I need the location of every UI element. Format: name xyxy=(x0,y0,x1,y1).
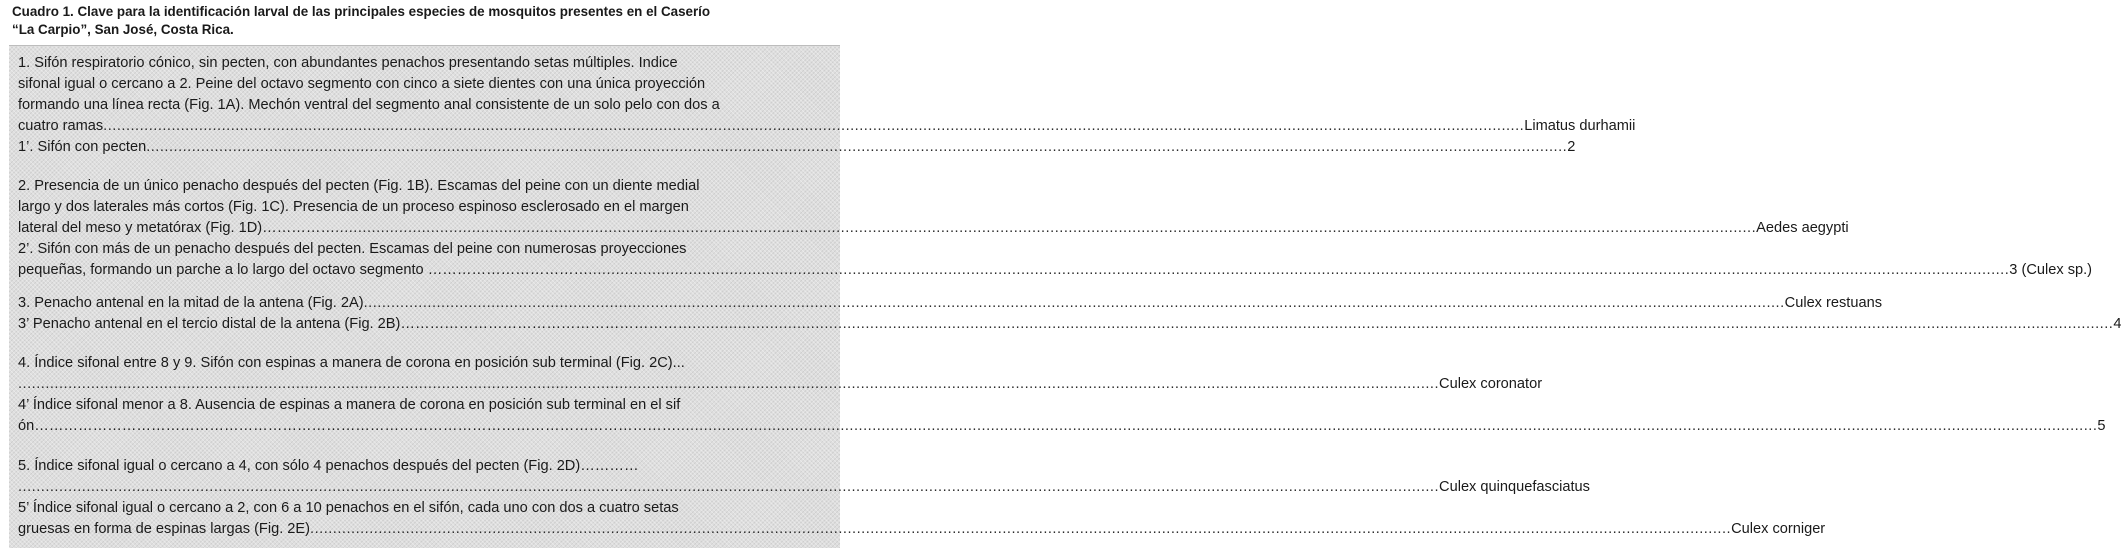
dot-leader xyxy=(692,314,2113,335)
key-line-result: Aedes aegypti xyxy=(1756,220,1849,236)
dot-leader xyxy=(676,416,2097,437)
key-line-text: ón…………………………………………………………………………………………………………………… xyxy=(18,418,677,434)
key-line-text: sifonal igual o cercano a 2. Peine del octavo segmento con cinco a siete dientes con una única proyección xyxy=(18,76,706,92)
dot-leader xyxy=(310,519,1731,540)
key-line-text: pequeñas, formando un parche a lo largo del octavo segmento …………………………… xyxy=(18,262,589,278)
couplet-3 xyxy=(18,293,2121,335)
key-line xyxy=(18,218,1849,239)
dot-leader xyxy=(146,137,1567,158)
key-line xyxy=(18,74,834,95)
couplet-1 xyxy=(18,53,1636,158)
key-line xyxy=(18,456,834,477)
key-line xyxy=(18,498,834,519)
key-line-text: 2’. Sifón con más de un penacho después del pecten. Escamas del peine con numerosas proyecciones xyxy=(18,241,687,257)
dot-leader xyxy=(335,218,1756,239)
key-line-result: Culex corniger xyxy=(1731,521,1826,537)
caption-line-1: Cuadro 1. Clave para la identificación larval de las principales especies de mosquitos presentes en el Caserío xyxy=(12,4,711,19)
key-line xyxy=(18,197,834,218)
key-line-result: Culex coronator xyxy=(1439,376,1543,392)
key-line-text: 1. Sifón respiratorio cónico, sin pecten, con abundantes penachos presentando setas múltiples. Indice xyxy=(18,55,678,71)
key-line-text: 3. Penacho antenal en la mitad de la antena (Fig. 2A) xyxy=(18,295,364,311)
dot-leader xyxy=(18,374,1439,395)
couplet-4 xyxy=(18,353,2106,437)
key-line xyxy=(18,137,1576,158)
dot-leader xyxy=(588,260,2009,281)
couplet-5 xyxy=(18,456,1826,540)
key-line-text: gruesas en forma de espinas largas (Fig. 2E) xyxy=(18,521,311,537)
key-line-text: 5’ Índice sifonal igual o cercano a 2, con 6 a 10 penachos en el sifón, cada uno con dos a cuatro setas xyxy=(18,500,679,516)
key-line-text: 5. Índice sifonal igual o cercano a 4, con sólo 4 penachos después del pecten (Fig. 2D)………… xyxy=(18,458,639,474)
key-line xyxy=(18,95,834,116)
key-line xyxy=(18,519,1826,540)
couplet-2 xyxy=(18,176,2093,281)
key-line-text: cuatro ramas xyxy=(18,118,104,134)
key-line xyxy=(18,395,834,416)
key-line-result: Culex quinquefasciatus xyxy=(1439,479,1590,495)
caption-line-2: “La Carpio”, San José, Costa Rica. xyxy=(12,22,234,37)
dot-leader xyxy=(364,293,1785,314)
identification-key-box xyxy=(9,45,2121,548)
key-line-text: 3’ Penacho antenal en el tercio distal de la antena (Fig. 2B)…………………………………………………… xyxy=(18,316,693,332)
key-line-result: 3 (Culex sp.) xyxy=(2009,262,2093,278)
key-line-text: formando una línea recta (Fig. 1A). Mechón ventral del segmento anal consistente de un solo pelo con dos a xyxy=(18,97,720,113)
key-line xyxy=(18,116,1636,137)
key-line xyxy=(18,353,834,374)
key-line-text: lateral del meso y metatórax (Fig. 1D)…………… xyxy=(18,220,336,236)
table-caption xyxy=(12,3,838,39)
dot-leader xyxy=(18,477,1439,498)
key-line xyxy=(18,477,1590,498)
key-line-text: 4’ Índice sifonal menor a 8. Ausencia de espinas a manera de corona en posición sub terminal en el sif xyxy=(18,397,681,413)
key-line xyxy=(18,374,1543,395)
key-line-text: 4. Índice sifonal entre 8 y 9. Sifón con espinas a manera de corona en posición sub terminal (Fig. 2C)... xyxy=(18,355,685,371)
key-line xyxy=(18,293,1883,314)
key-line-result: 5 xyxy=(2097,418,2106,434)
key-line xyxy=(18,53,834,74)
key-line-result: 2 xyxy=(1567,139,1576,155)
dot-leader xyxy=(103,116,1524,137)
key-line-result: Limatus durhamii xyxy=(1524,118,1636,134)
key-line xyxy=(18,416,2106,437)
key-line-text: largo y dos laterales más cortos (Fig. 1C). Presencia de un proceso espinoso esclerosado en el margen xyxy=(18,199,689,215)
key-line xyxy=(18,314,2121,335)
key-line-text: 1’. Sifón con pecten xyxy=(18,139,147,155)
key-line-result: 4 xyxy=(2113,316,2121,332)
key-line xyxy=(18,239,834,260)
key-line-result: Culex restuans xyxy=(1784,295,1883,311)
key-line xyxy=(18,260,2093,281)
key-line-text: 2. Presencia de un único penacho después del pecten (Fig. 1B). Escamas del peine con un diente medial xyxy=(18,178,700,194)
key-line xyxy=(18,176,834,197)
